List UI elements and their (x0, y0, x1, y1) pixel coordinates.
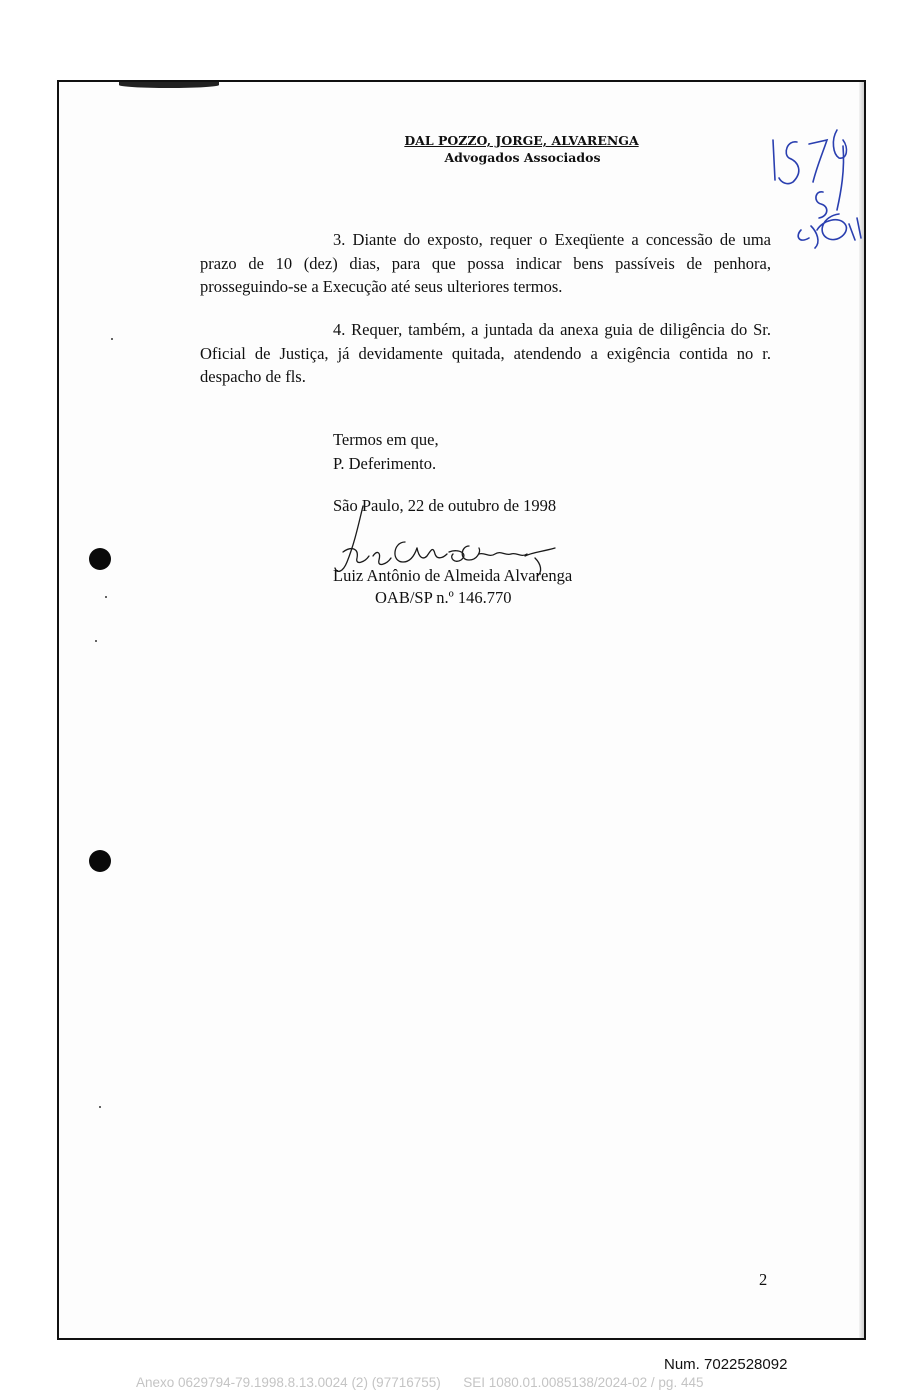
scan-speck (99, 1106, 101, 1108)
document-number-stamp: Num. 7022528092 (664, 1356, 788, 1373)
handwritten-folio-mark (759, 120, 864, 250)
firm-name: DAL POZZO, JORGE, ALVARENGA (404, 133, 639, 148)
page-number: 2 (759, 1270, 768, 1289)
punch-hole-upper (89, 548, 111, 570)
footer-right: SEI 1080.01.0085138/2024-02 / pg. 445 (463, 1375, 704, 1390)
date-line: São Paulo, 22 de outubro de 1998 (333, 496, 557, 515)
folio-text: 157 (765, 120, 767, 121)
footer (136, 1375, 703, 1390)
scanned-page (57, 80, 866, 1340)
closing-line-1: Termos em que, (333, 430, 439, 449)
signer-oab-number: OAB/SP n.º 146.770 (375, 588, 512, 607)
letterhead (59, 132, 864, 166)
paragraph-4 (200, 318, 771, 389)
paragraph-4-text: 4. Requer, também, a juntada da anexa guia de diligência do Sr. Oficial de Justiça, já devidamente quitada, atendendo a exigência contida no r. despacho de fls. (200, 320, 771, 386)
scan-speck (95, 640, 97, 642)
scan-speck (105, 596, 107, 598)
signer-name: Luiz Antônio de Almeida Alvarenga (333, 566, 573, 585)
footer-left: Anexo 0629794-79.1998.8.13.0024 (2) (97716755) (136, 1375, 441, 1390)
paragraph-3-text: 3. Diante do exposto, requer o Exeqüente a concessão de uma prazo de 10 (dez) dias, para que possa indicar bens passíveis de penhora, prosseguindo-se a Execução até seus ulteriores termos. (200, 230, 771, 296)
firm-subtitle: Advogados Associados (444, 150, 601, 165)
scan-edge-shadow (859, 82, 864, 1338)
punch-hole-lower (89, 850, 111, 872)
scan-edge-mark (119, 82, 219, 88)
scan-speck (111, 338, 113, 340)
closing-line-2: P. Deferimento. (333, 454, 437, 473)
paragraph-3 (200, 228, 771, 299)
